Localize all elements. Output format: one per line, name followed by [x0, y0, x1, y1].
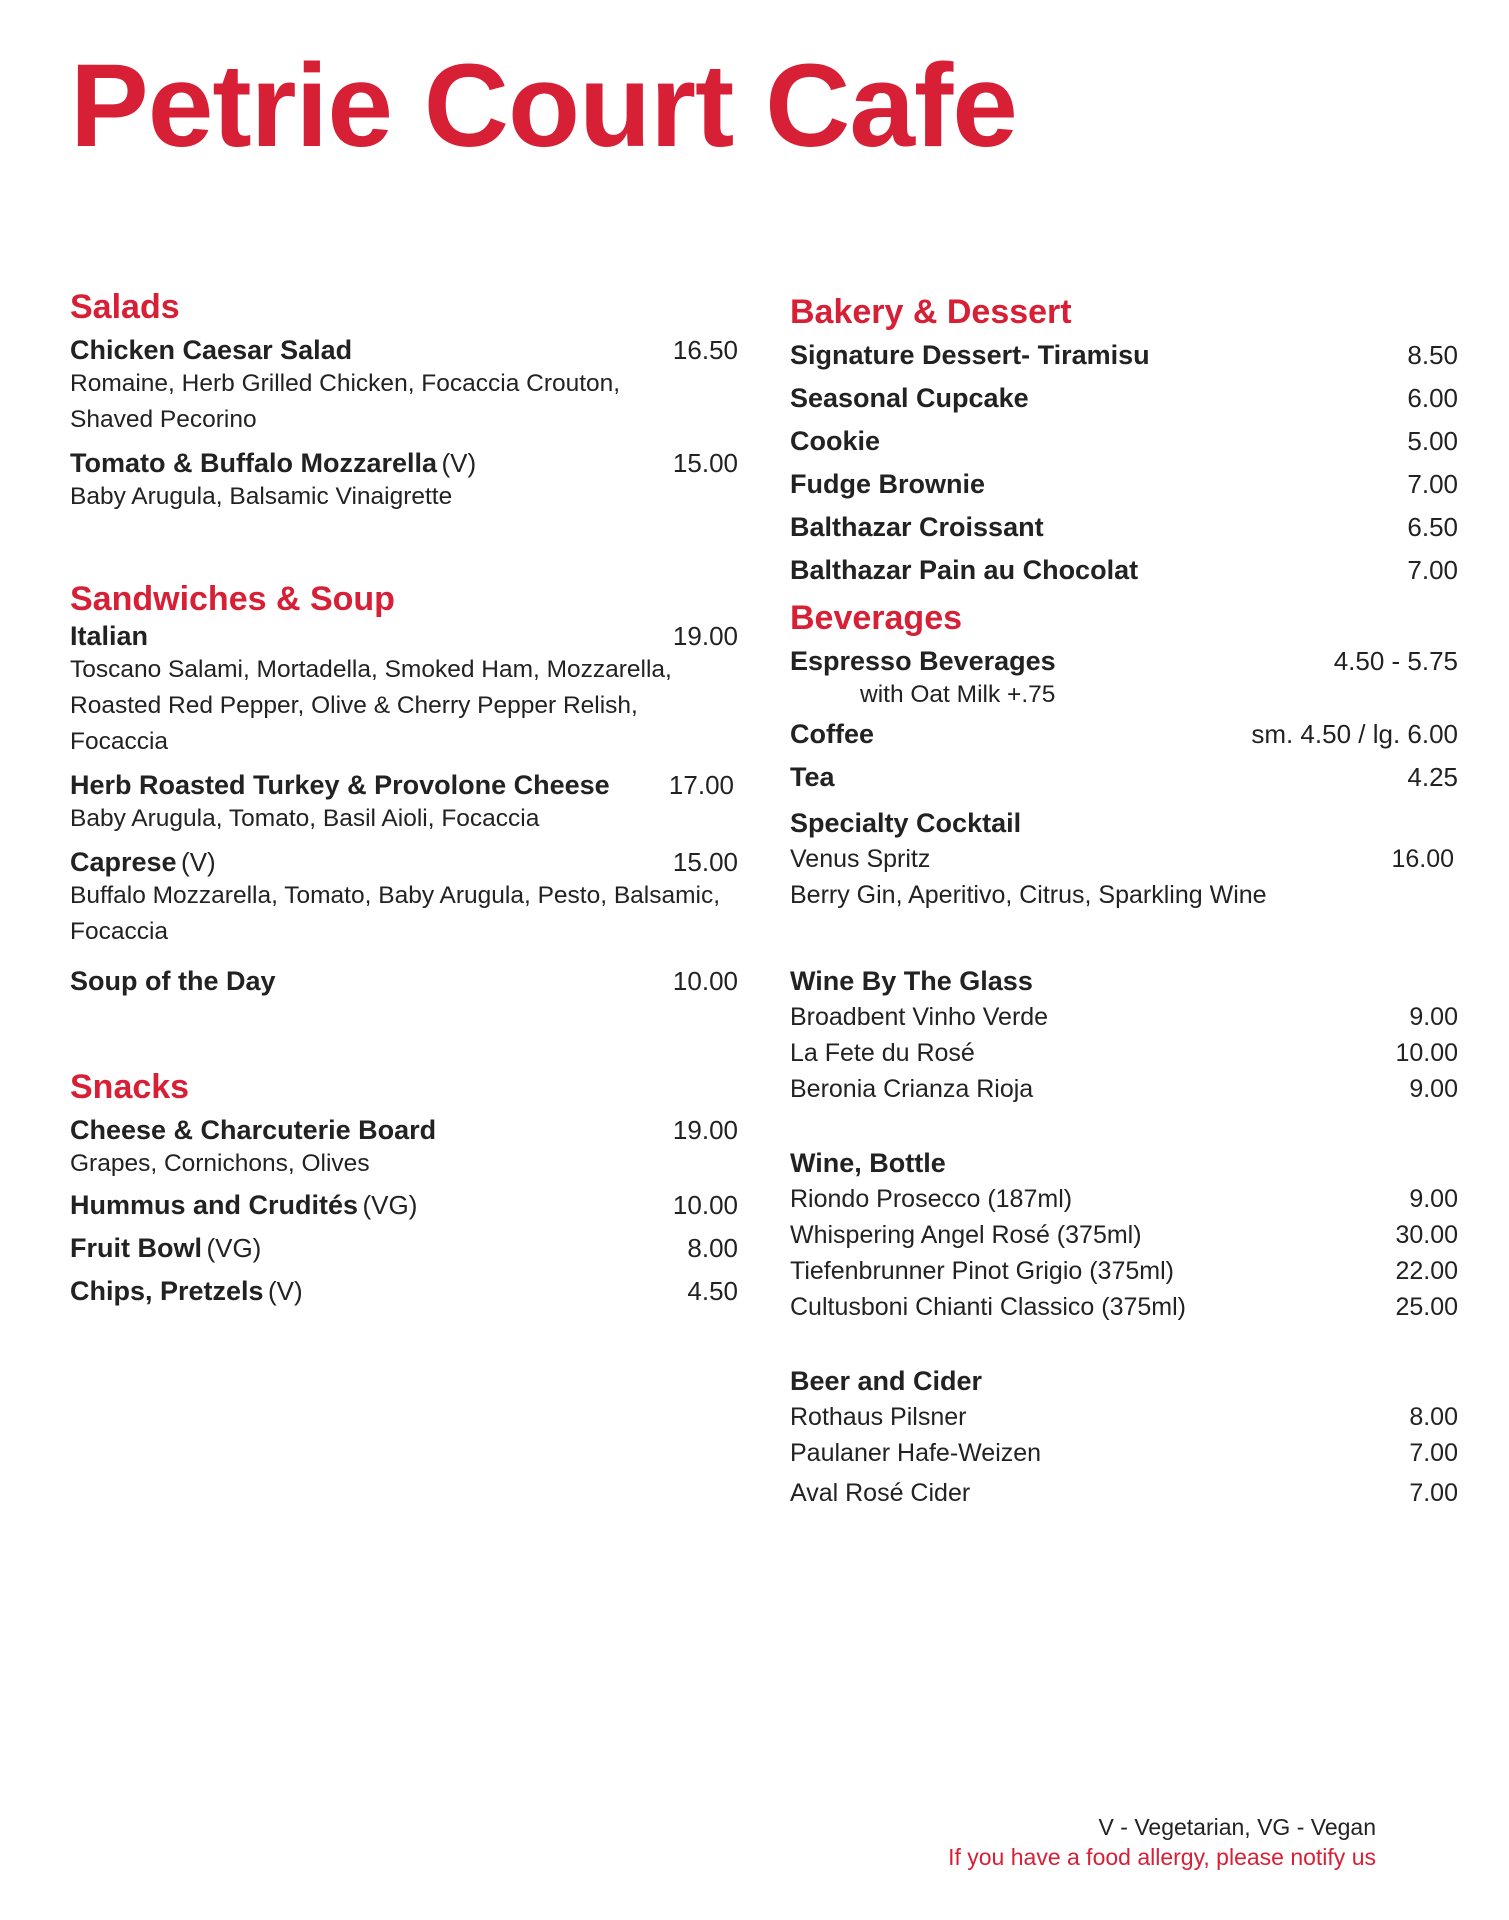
wine-glass-section — [790, 963, 1458, 1107]
item-name: Riondo Prosecco (187ml) — [790, 1185, 1073, 1213]
item-name: Rothaus Pilsner — [790, 1403, 967, 1431]
diet-note: (V) — [181, 847, 216, 877]
item-price: sm. 4.50 / lg. 6.00 — [1251, 719, 1458, 749]
item-name: Fruit Bowl — [70, 1233, 202, 1263]
list-item — [790, 1035, 1458, 1071]
menu-item — [790, 469, 1458, 500]
menu-item — [790, 340, 1458, 371]
section-heading: Beverages — [790, 599, 963, 637]
allergy-notice: If you have a food allergy, please notify us — [948, 1844, 1376, 1870]
menu-item — [70, 1233, 738, 1264]
item-name: Chicken Caesar Salad — [70, 335, 353, 365]
item-price: 6.00 — [1407, 383, 1458, 413]
item-price: 5.00 — [1407, 426, 1458, 456]
list-item — [790, 1071, 1458, 1107]
item-description: Romaine, Herb Grilled Chicken, Focaccia Crouton, — [70, 370, 621, 397]
item-name: Tomato & Buffalo Mozzarella — [70, 448, 438, 478]
item-price: 15.00 — [672, 448, 738, 478]
list-item — [790, 1253, 1458, 1289]
subsection-heading: Beer and Cider — [790, 1366, 983, 1396]
item-name: Cheese & Charcuterie Board — [70, 1115, 437, 1145]
menu-item — [790, 762, 1458, 793]
item-name: Signature Dessert- Tiramisu — [790, 340, 1150, 370]
diet-note: (V) — [268, 1276, 303, 1306]
menu-item — [790, 512, 1458, 543]
item-description: Berry Gin, Aperitivo, Citrus, Sparkling Wine — [790, 881, 1267, 909]
item-name: Beronia Crianza Rioja — [790, 1075, 1034, 1103]
list-item — [790, 1289, 1458, 1325]
item-price: 6.50 — [1407, 512, 1458, 542]
item-price: 25.00 — [1395, 1293, 1458, 1321]
item-price: 7.00 — [1409, 1439, 1458, 1467]
item-price: 17.00 — [668, 770, 734, 800]
item-name: Italian — [70, 621, 149, 651]
item-price: 8.00 — [1409, 1403, 1458, 1431]
item-price: 4.50 - 5.75 — [1333, 646, 1458, 676]
item-price: 10.00 — [672, 1190, 738, 1220]
item-name: Broadbent Vinho Verde — [790, 1003, 1049, 1031]
item-price: 8.50 — [1407, 340, 1458, 370]
list-item — [790, 1181, 1458, 1217]
section-heading: Snacks — [70, 1068, 190, 1106]
menu-item — [790, 383, 1458, 414]
item-price: 22.00 — [1395, 1257, 1458, 1285]
item-price: 9.00 — [1409, 1003, 1458, 1031]
item-name: Paulaner Hafe-Weizen — [790, 1439, 1042, 1467]
left-column — [70, 285, 738, 1307]
item-price: 10.00 — [672, 966, 738, 996]
item-price: 7.00 — [1407, 469, 1458, 499]
item-description: Shaved Pecorino — [70, 406, 257, 433]
diet-note: (VG) — [362, 1190, 418, 1220]
section-heading: Bakery & Dessert — [790, 293, 1072, 331]
item-name: Cultusboni Chianti Classico (375ml) — [790, 1293, 1186, 1321]
list-item — [790, 1217, 1458, 1253]
item-name: Cookie — [790, 426, 881, 456]
item-name: Tea — [790, 762, 835, 792]
beer-section — [790, 1363, 1458, 1511]
item-price: 10.00 — [1395, 1039, 1458, 1067]
cocktail-block — [790, 805, 1458, 913]
item-description: Baby Arugula, Balsamic Vinaigrette — [70, 483, 453, 510]
item-name: Balthazar Croissant — [790, 512, 1044, 542]
item-description: with Oat Milk +.75 — [860, 681, 1056, 708]
bakery-section — [790, 290, 1458, 586]
item-description: Baby Arugula, Tomato, Basil Aioli, Focaccia — [70, 805, 540, 832]
item-name: Chips, Pretzels — [70, 1276, 264, 1306]
item-description: Grapes, Cornichons, Olives — [70, 1150, 370, 1177]
diet-note: (VG) — [206, 1233, 262, 1263]
subsection-heading: Specialty Cocktail — [790, 808, 1022, 838]
diet-legend: V - Vegetarian, VG - Vegan — [1098, 1814, 1376, 1840]
item-name: Herb Roasted Turkey & Provolone Cheese — [70, 770, 610, 800]
item-description: Toscano Salami, Mortadella, Smoked Ham, Mozzarella, — [70, 656, 672, 683]
list-item — [790, 1435, 1458, 1471]
item-name: Coffee — [790, 719, 875, 749]
subsection-heading: Wine, Bottle — [790, 1148, 946, 1178]
footer — [948, 1812, 1376, 1872]
item-name: Balthazar Pain au Chocolat — [790, 555, 1139, 585]
item-name: La Fete du Rosé — [790, 1039, 975, 1067]
menu-item — [70, 621, 738, 760]
diet-note: (V) — [441, 448, 477, 478]
subsection-heading: Wine By The Glass — [790, 966, 1033, 996]
snacks-section — [70, 1065, 738, 1307]
item-price: 16.00 — [1391, 845, 1454, 873]
item-price: 7.00 — [1409, 1479, 1458, 1507]
menu-item — [70, 448, 738, 515]
item-name: Whispering Angel Rosé (375ml) — [790, 1221, 1142, 1249]
item-name: Aval Rosé Cider — [790, 1479, 971, 1507]
menu-item — [70, 966, 738, 997]
menu-item — [70, 1190, 738, 1221]
item-description: Focaccia — [70, 728, 169, 755]
item-name: Fudge Brownie — [790, 469, 985, 499]
item-price: 19.00 — [672, 1115, 738, 1145]
item-price: 4.25 — [1407, 762, 1458, 792]
section-heading: Salads — [70, 288, 180, 326]
item-name: Soup of the Day — [70, 966, 276, 996]
item-description: Focaccia — [70, 918, 169, 945]
item-price: 19.00 — [672, 621, 738, 651]
menu-item — [70, 1115, 738, 1182]
item-price: 7.00 — [1407, 555, 1458, 585]
item-price: 30.00 — [1395, 1221, 1458, 1249]
item-name: Caprese — [70, 847, 177, 877]
menu-item — [70, 770, 738, 837]
list-item — [790, 999, 1458, 1035]
item-price: 15.00 — [672, 847, 738, 877]
list-item — [790, 1399, 1458, 1435]
right-column — [790, 290, 1458, 1511]
beverages-section — [790, 596, 1458, 913]
item-name: Espresso Beverages — [790, 646, 1056, 676]
item-price: 8.00 — [687, 1233, 738, 1263]
menu-item — [790, 555, 1458, 586]
sandwiches-section — [70, 577, 738, 997]
list-item — [790, 1475, 1458, 1511]
item-name: Venus Spritz — [790, 845, 931, 873]
item-description: Buffalo Mozzarella, Tomato, Baby Arugula, Pesto, Balsamic, — [70, 882, 721, 909]
salads-section — [70, 285, 738, 515]
item-name: Tiefenbrunner Pinot Grigio (375ml) — [790, 1257, 1174, 1285]
item-price: 9.00 — [1409, 1185, 1458, 1213]
menu-item — [790, 646, 1458, 713]
item-price: 4.50 — [687, 1276, 738, 1306]
menu-item — [70, 847, 738, 950]
section-heading: Sandwiches & Soup — [70, 580, 395, 618]
item-description: Roasted Red Pepper, Olive & Cherry Pepper Relish, — [70, 692, 638, 719]
wine-bottle-section — [790, 1145, 1458, 1325]
menu-item — [790, 426, 1458, 457]
item-name: Hummus and Crudités — [70, 1190, 359, 1220]
item-price: 9.00 — [1409, 1075, 1458, 1103]
page-title: Petrie Court Cafe — [70, 40, 1017, 172]
item-name: Seasonal Cupcake — [790, 383, 1029, 413]
item-price: 16.50 — [672, 335, 738, 365]
menu-item — [790, 719, 1458, 750]
menu-item — [70, 335, 738, 438]
menu-item — [70, 1276, 738, 1307]
